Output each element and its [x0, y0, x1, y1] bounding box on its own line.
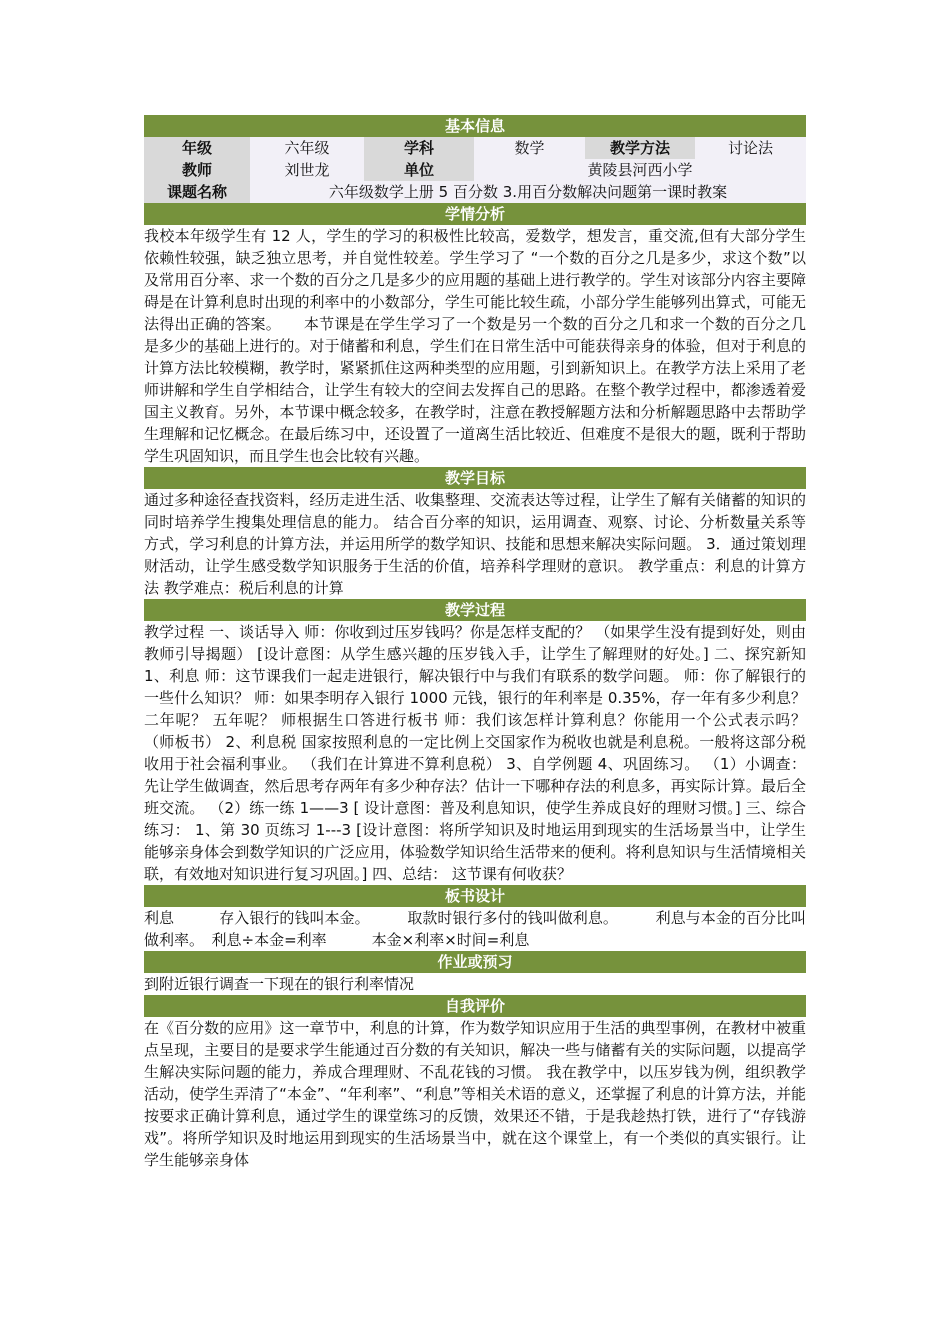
section-header-goals: 教学目标: [144, 467, 806, 489]
section-header-basic: 基本信息: [144, 115, 806, 137]
section-header-board: 板书设计: [144, 885, 806, 907]
teacher-label: 教师: [144, 159, 250, 181]
analysis-text: 我校本年级学生有 12 人，学生的学习的积极性比较高，爱数学，想发言，重交流,但有大部分学生依赖性较强，缺乏独立思考，并自觉性较差。学生学习了 “一个数的百分之几是多少，求这个数”以及常用百分率、求一个数的百分之几是多少的应用题的基础上进行教学的。学生对该部分内容主要障碍是在计算利息时出现的利率中的小数部分，学生可能比较生疏，小部分学生能够列出算式，可能无法得出正确的答案。 本节课是在学生学习了一个数是另一个数的百分之几和求一个数的百分之几是多少的基础上进行的。对于储蓄和利息，学生们在日常生活中可能获得亲身的体验，但对于利息的计算方法比较模糊，教学时，紧紧抓住这两种类型的应用题，引到新知识上。在教学方法上采用了老师讲解和学生自学相结合，让学生有较大的空间去发挥自己的思路。在整个教学过程中，都渗透着爱国主义教育。另外，本节课中概念较多，在教学时，注意在教授解题方法和分析解题思路中去帮助学生理解和记忆概念。在最后练习中，还设置了一道离生活比较近、但难度不是很大的题，既利于帮助学生巩固知识，而且学生也会比较有兴趣。: [144, 227, 806, 465]
goals-text: 通过多种途径查找资料，经历走进生活、收集整理、交流表达等过程，让学生了解有关储蓄的知识的同时培养学生搜集处理信息的能力。 结合百分率的知识，运用调查、观察、讨论、分析数量关系等方式，学习利息的计算方法，并运用所学的数学知识、技能和思想来解决实际问题。 3．通过策划理财活动，让学生感受数学知识服务于生活的价值，培养科学理财的意识。 教学重点：利息的计算方法 教学难点：税后利息的计算: [144, 491, 806, 597]
section-header-homework: 作业或预习: [144, 951, 806, 973]
subject-label: 学科: [364, 137, 474, 159]
course-value: 六年级数学上册 5 百分数 3.用百分数解决问题第一课时教案: [250, 181, 806, 203]
info-row-3: [144, 181, 806, 203]
info-row-2: [144, 159, 806, 181]
homework-text: 到附近银行调查一下现在的银行利率情况: [144, 973, 806, 995]
lesson-plan-table: [144, 115, 806, 1171]
review-text: 在《百分数的应用》这一章节中，利息的计算，作为数学知识应用于生活的典型事例，在教材中被重点呈现，主要目的是要求学生能通过百分数的有关知识，解决一些与储蓄有关的实际问题，以提高学生解决实际问题的能力，养成合理理财、不乱花钱的习惯。 我在教学中，以压岁钱为例，组织教学活动，使学生弄清了“本金”、“年利率”、“利息”等相关术语的意义，还掌握了利息的计算方法，并能按要求正确计算利息，通过学生的课堂练习的反馈，效果还不错，于是我趁热打铁，进行了“存钱游戏”。将所学知识及时地运用到现实的生活场景当中，就在这个课堂上，有一个类似的真实银行。让学生能够亲身体: [144, 1019, 806, 1169]
subject-value: 数学: [474, 137, 585, 159]
course-label: 课题名称: [144, 181, 250, 203]
method-label: 教学方法: [585, 137, 695, 159]
grade-label: 年级: [144, 137, 250, 159]
info-row-1: [144, 137, 806, 159]
section-header-process: 教学过程: [144, 599, 806, 621]
method-value: 讨论法: [695, 137, 806, 159]
process-text: 教学过程 一、谈话导入 师：你收到过压岁钱吗？你是怎样支配的？ （如果学生没有提到好处，则由教师引导揭题） [设计意图：从学生感兴趣的压岁钱入手，让学生了解理财的好处。] 二、探究新知 1、利息 师：这节课我们一起走进银行，解决银行中与我们有联系的数学问题。 师：你了解银行的一些什么知识？ 师：如果李明存入银行 1000 元钱，银行的年利率是 0.35%，存一年有多少利息？二年呢？ 五年呢？ 师根据生口答进行板书 师：我们该怎样计算利息？你能用一个公式表示吗？ （师板书） 2、利息税 国家按照利息的一定比例上交国家作为税收也就是利息税。一般将这部分税收用于社会福利事业。 （我们在计算进不算利息税） 3、自学例题 4、巩固练习。 （1）小调查：先让学生做调查，然后思考存两年有多少种存法？估计一下哪种存法的利息多，再实际计算。最后全班交流。 （2）练一练 1——3 [ 设计意图：普及利息知识，使学生养成良好的理财习惯。] 三、综合练习： 1、第 30 页练习 1---3 [设计意图：将所学知识及时地运用到现实的生活场景当中，让学生能够亲身体会到数学知识的广泛应用，体验数学知识给生活带来的便利。将利息知识与生活情境相关联，有效地对知识进行复习巩固。] 四、总结： 这节课有何收获？: [144, 623, 806, 883]
teacher-value: 刘世龙: [250, 159, 364, 181]
grade-value: 六年级: [250, 137, 364, 159]
unit-label: 单位: [364, 159, 474, 181]
section-header-analysis: 学情分析: [144, 203, 806, 225]
board-text: 利息 存入银行的钱叫本金。 取款时银行多付的钱叫做利息。 利息与本金的百分比叫做利率。 利息÷本金=利率 本金×利率×时间=利息: [144, 909, 806, 949]
unit-value: 黄陵县河西小学: [474, 159, 806, 181]
section-header-review: 自我评价: [144, 995, 806, 1017]
